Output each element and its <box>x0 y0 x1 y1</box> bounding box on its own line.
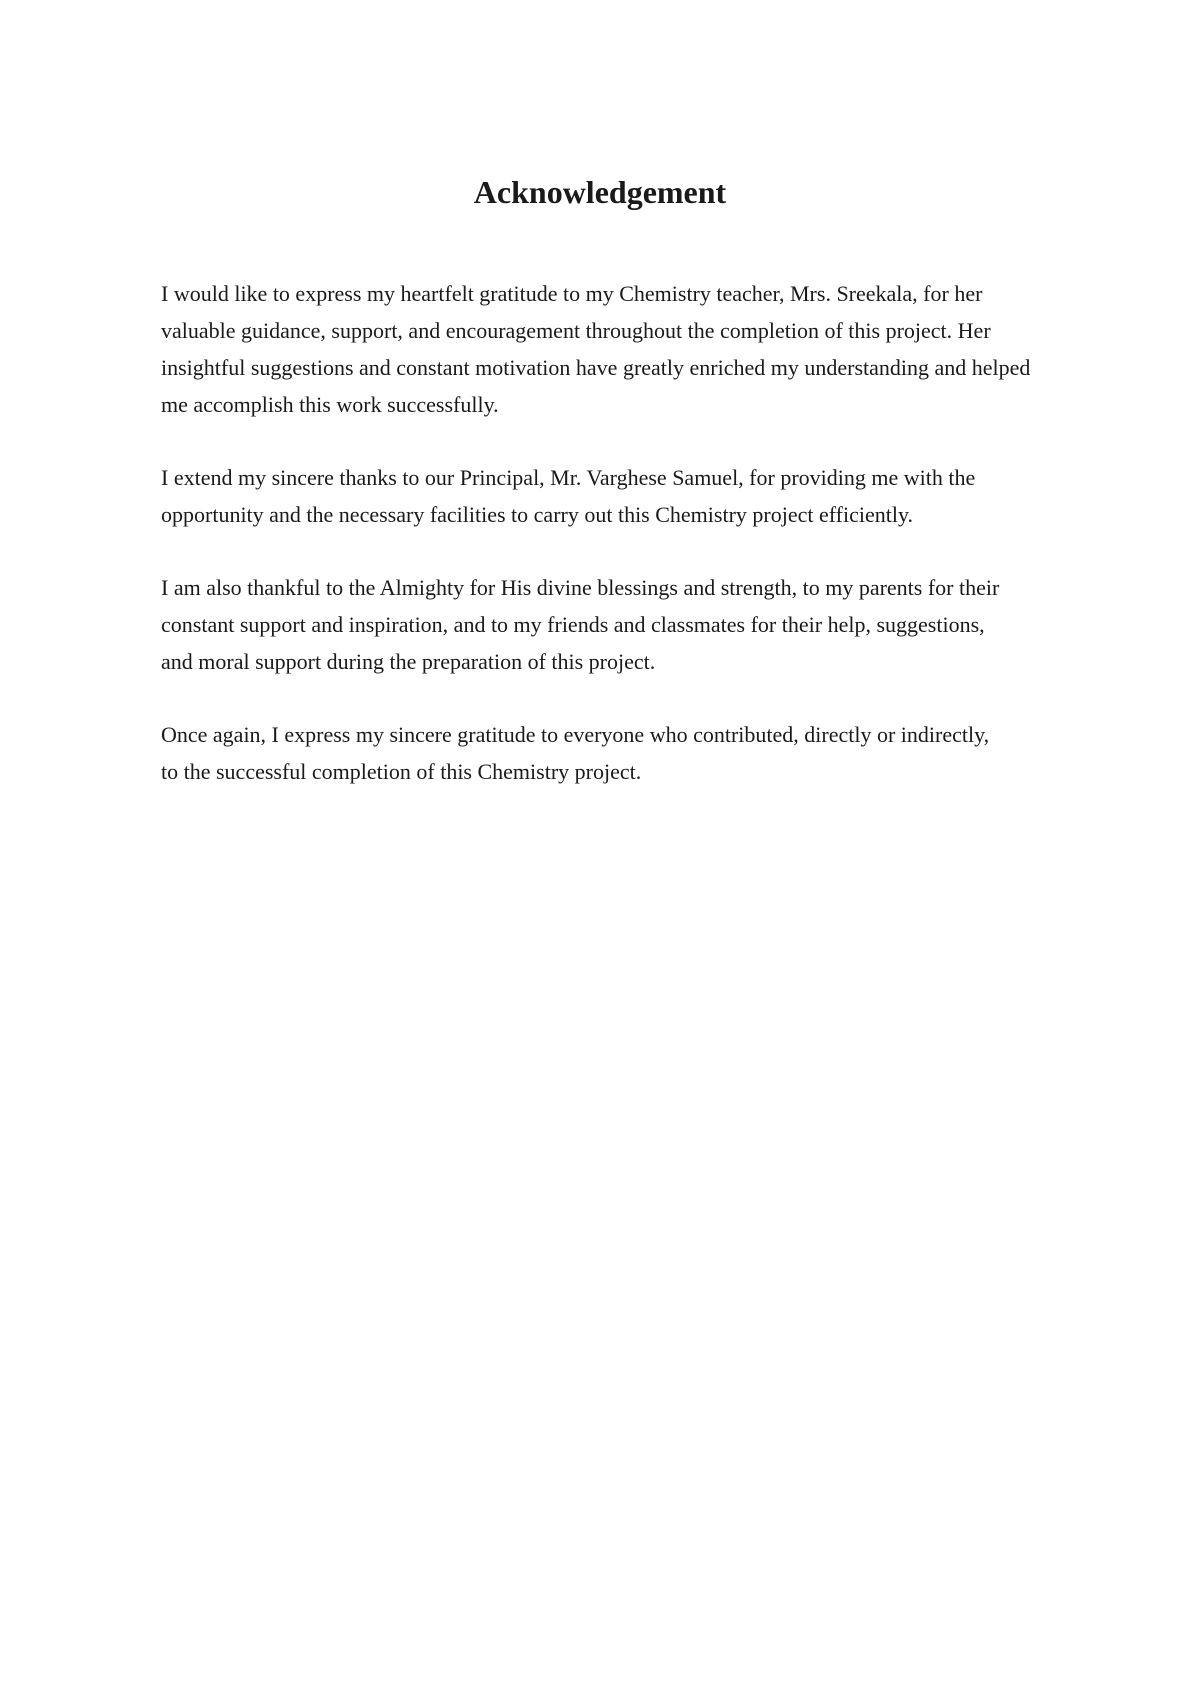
text-line: Once again, I express my sincere gratitude to everyone who contributed, directly or indirectly, <box>161 722 990 747</box>
text-line: insightful suggestions and constant motivation have greatly enriched my understanding and helped <box>161 355 1031 380</box>
text-line: and moral support during the preparation of this project. <box>161 649 656 674</box>
text-line: I am also thankful to the Almighty for His divine blessings and strength, to my parents for their <box>161 575 1000 600</box>
text-line: I would like to express my heartfelt gratitude to my Chemistry teacher, Mrs. Sreekala, for her <box>161 281 983 306</box>
text-line: constant support and inspiration, and to my friends and classmates for their help, suggestions, <box>161 612 985 637</box>
paragraph-family-thanks <box>161 569 1161 680</box>
text-line: me accomplish this work successfully. <box>161 392 499 417</box>
text-line: valuable guidance, support, and encouragement throughout the completion of this project. Her <box>161 318 991 343</box>
text-line: opportunity and the necessary facilities to carry out this Chemistry project efficiently. <box>161 502 914 527</box>
text-line: to the successful completion of this Chemistry project. <box>161 759 642 784</box>
document-body <box>161 275 1161 826</box>
paragraph-closing <box>161 716 1161 790</box>
paragraph-principal-thanks <box>161 459 1161 533</box>
paragraph-teacher-thanks <box>161 275 1161 423</box>
page-title: Acknowledgement <box>473 174 727 210</box>
text-line: I extend my sincere thanks to our Principal, Mr. Varghese Samuel, for providing me with the <box>161 465 976 490</box>
